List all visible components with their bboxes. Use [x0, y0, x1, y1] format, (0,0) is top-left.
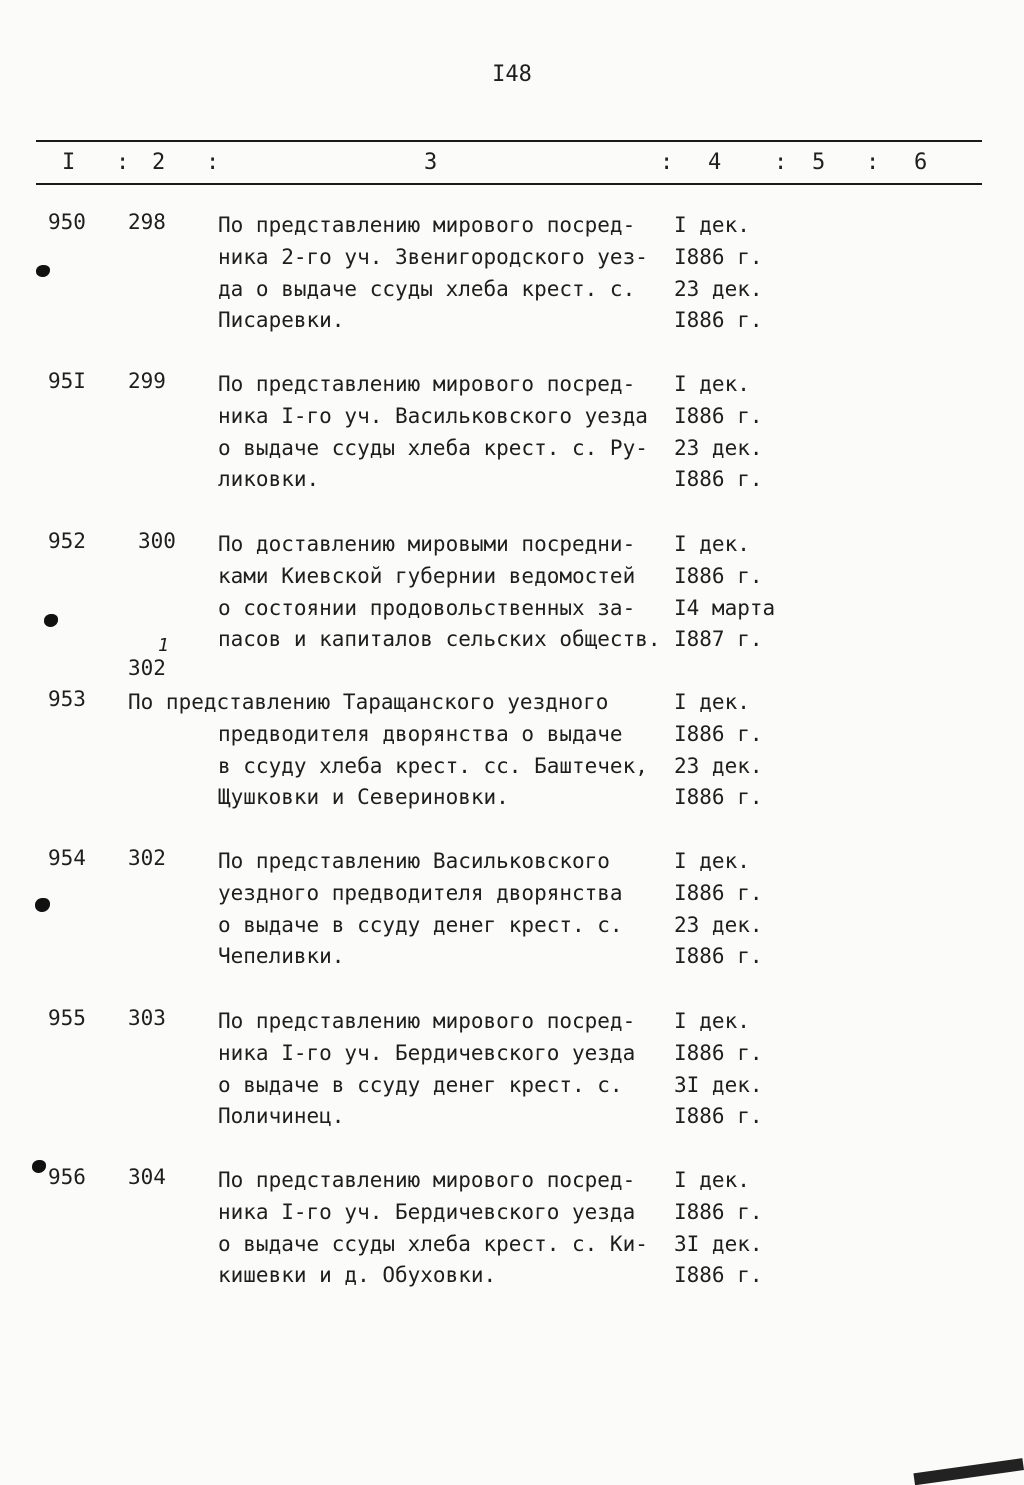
date-line: 23 дек.	[674, 912, 763, 937]
date-line: I886 г.	[674, 403, 763, 428]
date-line: I дек.	[674, 213, 750, 237]
description-line: По представлению мирового посред-	[218, 1009, 636, 1033]
description-line: По представлению Васильковского	[218, 849, 610, 873]
record-description	[218, 369, 668, 496]
column-header-5: 5	[812, 150, 826, 175]
date-line: I886 г.	[674, 1040, 763, 1065]
date-line: I дек.	[674, 1168, 750, 1192]
record-dates	[674, 846, 763, 973]
date-line: 3I дек.	[674, 1231, 763, 1256]
record-code: 303	[128, 1006, 166, 1030]
record-dates	[674, 369, 763, 496]
record-entry	[0, 369, 1024, 509]
description-line: По представлению мирового посред-	[218, 1168, 636, 1192]
date-line: 23 дек.	[674, 276, 763, 301]
column-header-6: 6	[914, 150, 928, 175]
date-line: I886 г.	[674, 563, 763, 588]
page-number: I48	[492, 62, 532, 87]
record-description	[218, 719, 648, 814]
description-line: По представлению Таращанского уездного	[128, 690, 609, 714]
record-entry	[0, 529, 1024, 669]
description-line: Чепеливки.	[218, 944, 345, 969]
date-line: 23 дек.	[674, 435, 763, 460]
date-line: I дек.	[674, 849, 750, 873]
record-entry	[0, 1165, 1024, 1305]
date-line: I886 г.	[674, 1199, 763, 1224]
description-line: о выдаче в ссуду денег крест. с.	[218, 912, 623, 937]
description-line: По представлению мирового посред-	[218, 213, 636, 237]
record-number: 953	[48, 687, 86, 711]
record-entry	[0, 846, 1024, 986]
description-line: По представлению мирового посред-	[218, 372, 636, 396]
record-dates	[674, 1165, 763, 1292]
record-description	[218, 1006, 668, 1133]
handwritten-correction: 1	[158, 635, 169, 656]
record-code: 302	[128, 656, 166, 680]
description-line: о выдаче в ссуду денег крест. с.	[218, 1072, 623, 1097]
description-line: да о выдаче ссуды хлеба крест. с.	[218, 276, 636, 301]
description-line: предводителя дворянства о выдаче	[218, 721, 623, 746]
date-line: I886 г.	[674, 244, 763, 269]
description-line: ника I-го уч. Бердичевского уезда	[218, 1199, 636, 1224]
column-header-2: 2	[152, 150, 166, 175]
record-number: 956	[48, 1165, 86, 1189]
record-description	[218, 846, 668, 973]
date-line: I4 марта	[674, 595, 776, 620]
record-entry	[0, 1006, 1024, 1146]
description-line: ника I-го уч. Бердичевского уезда	[218, 1040, 636, 1065]
record-dates	[674, 210, 763, 337]
record-number: 950	[48, 210, 86, 234]
date-line: I дек.	[674, 532, 750, 556]
column-separator: :	[660, 150, 674, 175]
description-line: уездного предводителя дворянства	[218, 880, 623, 905]
column-separator: :	[206, 150, 220, 175]
record-dates	[674, 1006, 763, 1133]
date-line: I886 г.	[674, 308, 763, 333]
description-line: кишевки и д. Обуховки.	[218, 1263, 497, 1288]
record-code: 300	[138, 529, 176, 553]
date-line: I886 г.	[674, 944, 763, 969]
date-line: I886 г.	[674, 880, 763, 905]
column-header-1: I	[62, 150, 76, 175]
record-dates	[674, 529, 775, 656]
date-line: I886 г.	[674, 1263, 763, 1288]
date-line: I886 г.	[674, 721, 763, 746]
header-top-rule	[36, 140, 982, 142]
description-line: о выдаче ссуды хлеба крест. с. Ру-	[218, 435, 648, 460]
record-description	[218, 1165, 668, 1292]
date-line: I886 г.	[674, 1104, 763, 1129]
record-number: 952	[48, 529, 86, 553]
record-number: 955	[48, 1006, 86, 1030]
description-line: Писаревки.	[218, 308, 345, 333]
description-line: о выдаче ссуды хлеба крест. с. Ки-	[218, 1231, 648, 1256]
date-line: I дек.	[674, 372, 750, 396]
column-separator: :	[116, 150, 130, 175]
record-entry	[0, 210, 1024, 350]
column-separator: :	[774, 150, 788, 175]
column-header-3: 3	[424, 150, 438, 175]
description-line: Поличинец.	[218, 1104, 345, 1129]
date-line: I886 г.	[674, 467, 763, 492]
date-line: 3I дек.	[674, 1072, 763, 1097]
description-line: о состоянии продовольственных за-	[218, 595, 636, 620]
description-line: ника 2-го уч. Звенигородского уез-	[218, 244, 648, 269]
record-code: 302	[128, 846, 166, 870]
description-line: пасов и капиталов сельских обществ.	[218, 627, 661, 652]
record-number: 95I	[48, 369, 86, 393]
record-code: 299	[128, 369, 166, 393]
header-bottom-rule	[36, 183, 982, 185]
record-code: 298	[128, 210, 166, 234]
record-number: 954	[48, 846, 86, 870]
scan-edge-mark	[913, 1458, 1024, 1485]
date-line: I887 г.	[674, 627, 763, 652]
column-header-4: 4	[708, 150, 722, 175]
description-line: ликовки.	[218, 467, 320, 492]
date-line: I дек.	[674, 690, 750, 714]
date-line: 23 дек.	[674, 753, 763, 778]
description-line: По доставлению мировыми посредни-	[218, 532, 636, 556]
description-line: ками Киевской губернии ведомостей	[218, 563, 636, 588]
description-line: Щушковки и Севериновки.	[218, 785, 509, 810]
record-dates	[674, 687, 763, 814]
record-code: 304	[128, 1165, 166, 1189]
record-description	[218, 529, 668, 656]
description-line: ника I-го уч. Васильковского уезда	[218, 403, 648, 428]
date-line: I дек.	[674, 1009, 750, 1033]
description-line: в ссуду хлеба крест. сс. Баштечек,	[218, 753, 648, 778]
record-description	[218, 210, 668, 337]
date-line: I886 г.	[674, 785, 763, 810]
column-separator: :	[866, 150, 880, 175]
